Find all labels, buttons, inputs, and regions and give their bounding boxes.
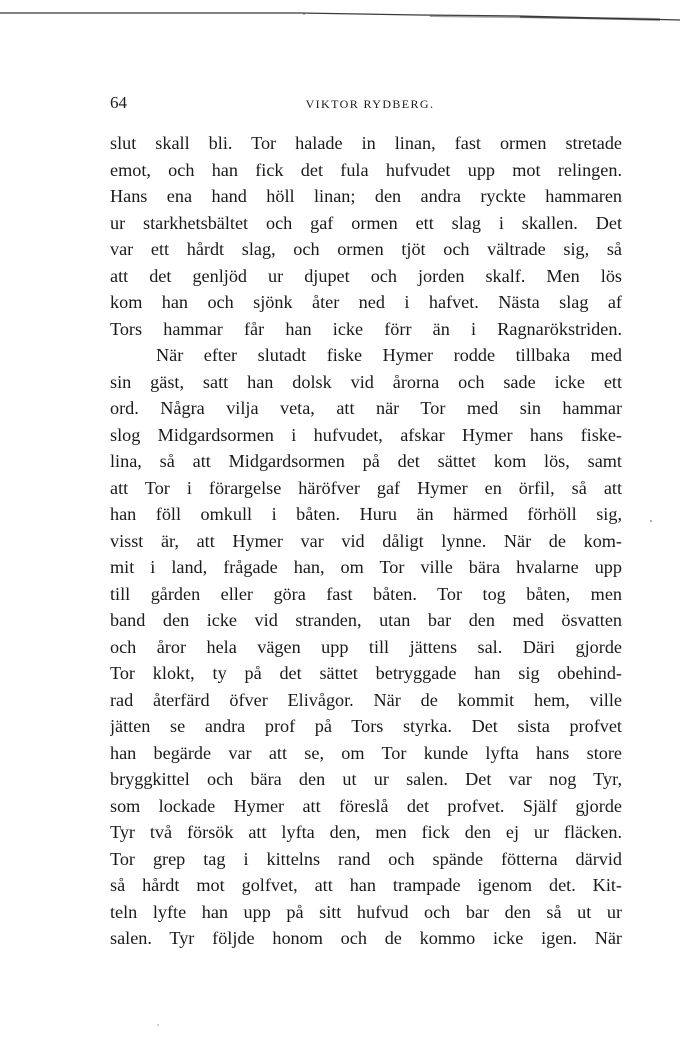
text-line: salen. Tyr följde honom och de kommo icke igen. När bbox=[110, 928, 622, 948]
text-line: jätten se andra prof på Tors styrka. Det sista profvet bbox=[110, 716, 622, 736]
text-line: så hårdt mot golfvet, att han trampade igenom det. Kit- bbox=[110, 875, 622, 895]
text-line: teln lyfte han upp på sitt hufvud och bar den så ut ur bbox=[110, 901, 622, 922]
text-line: och åror hela vägen upp till jättens sal. Däri gjorde bbox=[110, 636, 622, 657]
body-text bbox=[110, 130, 622, 952]
text-line: Tyr två försök att lyfta den, men fick den ej ur fläcken. bbox=[110, 822, 622, 842]
text-line: emot, och han fick det fula hufvudet upp mot relingen. bbox=[110, 159, 622, 180]
page-header bbox=[110, 92, 622, 114]
text-line: att det genljöd ur djupet och jorden skalf. Men lös bbox=[110, 265, 622, 286]
text-line: kom han och sjönk åter ned i hafvet. Nästa slag af bbox=[110, 292, 622, 312]
page-number: 64 bbox=[110, 93, 127, 112]
text-line: Tors hammar får han icke förr än i Ragnarökstriden. bbox=[110, 318, 622, 339]
text-line: rad återfärd öfver Elivågor. När de kommit hem, ville bbox=[110, 689, 622, 710]
text-line: mit i land, frågade han, om Tor ville bära hvalarne upp bbox=[110, 557, 622, 577]
text-line: han föll omkull i båten. Huru än härmed förhöll sig, bbox=[110, 504, 622, 524]
text-line: han begärde var att se, om Tor kunde lyfta hans store bbox=[110, 742, 622, 763]
text-line: lina, så att Midgardsormen på det sättet kom lös, samt bbox=[110, 451, 622, 471]
text-line: Tor grep tag i kittelns rand och spände fötterna därvid bbox=[110, 848, 622, 869]
text-line: ord. Några vilja veta, att när Tor med sin hammar bbox=[110, 398, 622, 418]
text-line: Hans ena hand höll linan; den andra ryckte hammaren bbox=[110, 186, 622, 206]
running-head: VIKTOR RYDBERG. bbox=[305, 97, 435, 111]
text-line: band den icke vid stranden, utan bar den med ösvatten bbox=[110, 610, 622, 630]
text-line: sin gäst, satt han dolsk vid årorna och sade icke ett bbox=[110, 371, 622, 392]
text-line: slog Midgardsormen i hufvudet, afskar Hymer hans fiske- bbox=[110, 424, 622, 445]
text-line: ur starkhetsbältet och gaf ormen ett slag i skallen. Det bbox=[110, 212, 622, 233]
text-line: var ett hårdt slag, och ormen tjöt och vältrade sig, så bbox=[110, 239, 622, 259]
text-line: att Tor i förargelse häröfver gaf Hymer en örfil, så att bbox=[110, 477, 622, 498]
text-line: visst är, att Hymer var vid dåligt lynne. När de kom- bbox=[110, 530, 622, 551]
top-scan-edge-line bbox=[0, 10, 680, 24]
text-line: bryggkittel och bära den ut ur salen. Det var nog Tyr, bbox=[110, 769, 622, 789]
text-line: När efter slutadt fiske Hymer rodde tillbaka med bbox=[156, 345, 622, 365]
text-line: som lockade Hymer att föreslå det profvet. Själf gjorde bbox=[110, 795, 622, 816]
text-line: slut skall bli. Tor halade in linan, fast ormen stretade bbox=[110, 133, 622, 153]
text-line: till gården eller göra fast båten. Tor tog båten, men bbox=[110, 583, 622, 604]
text-line: Tor klokt, ty på det sättet betryggade han sig obehind- bbox=[110, 663, 622, 683]
